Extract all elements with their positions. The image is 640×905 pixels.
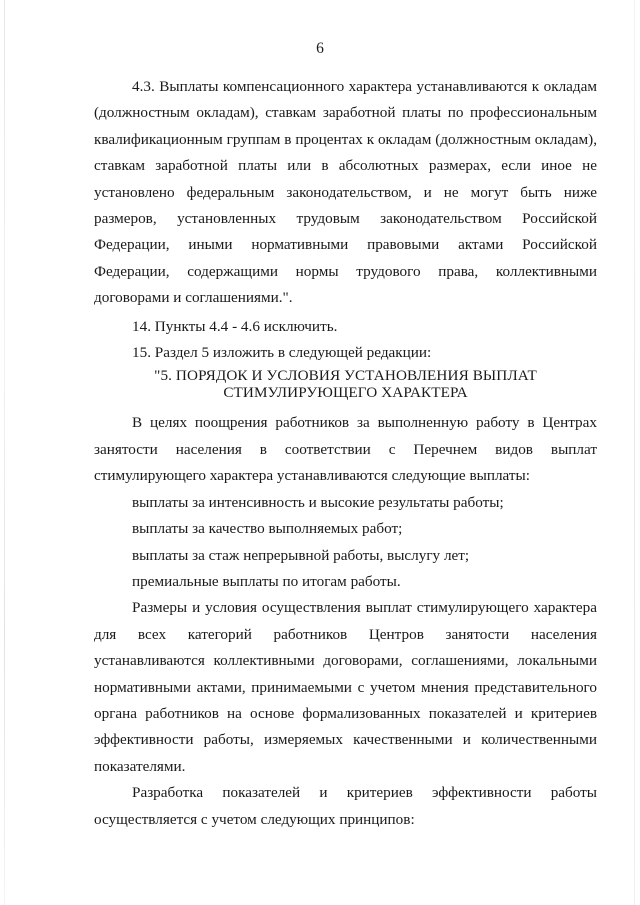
list-item: выплаты за качество выполняемых работ; — [132, 520, 403, 538]
paragraph-14: 14. Пункты 4.4 - 4.6 исключить. — [132, 317, 338, 335]
list-item: премиальные выплаты по итогам работы. — [132, 572, 401, 590]
section-heading-line-2: СТИМУЛИРУЮЩЕГО ХАРАКТЕРА — [223, 384, 468, 402]
page-number: 6 — [316, 40, 324, 57]
payment-types-list — [94, 490, 597, 596]
sizes-paragraph: Размеры и условия осуществления выплат стимулирующего характера для всех категорий работников Центров занятости населения устанавливаются коллективными договорами, соглашениями, локальными нормативными актами, принимаемыми с учетом мнения представительного органа работников на основе формализованных показателей и критериев эффективности работы, измеряемых качественными и количественными показателями. — [94, 599, 597, 775]
section-heading-line-1: "5. ПОРЯДОК И УСЛОВИЯ УСТАНОВЛЕНИЯ ВЫПЛАТ — [154, 367, 537, 385]
document-body — [94, 74, 597, 833]
development-paragraph: Разработка показателей и критериев эффективности работы осуществляется с учетом следующих принципов: — [94, 784, 597, 828]
section-5-heading — [94, 367, 597, 401]
scan-edge-right — [634, 0, 635, 905]
paragraph-15: 15. Раздел 5 изложить в следующей редакции: — [132, 344, 432, 362]
paragraph-4-3: 4.3. Выплаты компенсационного характера устанавливаются к окладам (должностным окладам), ставкам заработной платы по профессиональным квалификационным группам в процентах к окладам (должностным окладам), ставкам заработной платы или в абсолютных размерах, если иное не установлено федеральным законодательством, и не могут быть ниже размеров, установленных трудовым законодательством Российской Федерации, иными нормативными правовыми актами Российской Федерации, содержащими нормы трудового права, коллективными договорами и соглашениями.". — [94, 78, 597, 307]
list-item: выплаты за стаж непрерывной работы, выслугу лет; — [132, 546, 470, 564]
intro-paragraph: В целях поощрения работников за выполненную работу в Центрах занятости населения в соответствии с Перечнем видов выплат стимулирующего характера устанавливаются следующие выплаты: — [94, 414, 597, 485]
list-item: выплаты за интенсивность и высокие результаты работы; — [132, 493, 504, 511]
scan-edge-left — [4, 0, 5, 905]
